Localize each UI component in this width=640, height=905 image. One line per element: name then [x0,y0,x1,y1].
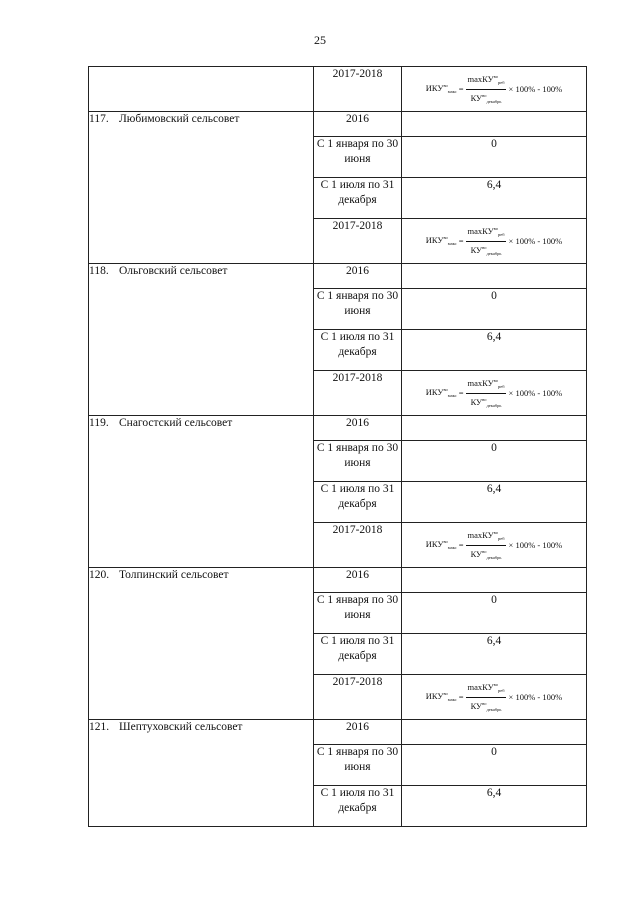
period-cell: 2017-2018 [314,675,402,720]
settlement-cell [89,720,314,827]
value-cell [402,720,587,745]
period-cell: С 1 июля по 31 декабря [314,786,402,827]
table-row [89,568,587,593]
growth-formula: $ИКУ^{во}_{макс}$ = $\frac{\max КУ^{во}_{реб}}{КУ^{во}_{декабрь}}$ × 100% - 100% [425,225,563,256]
period-cell: 2017-2018 [314,523,402,568]
value-cell: 0 [402,289,587,330]
settlement-name: Снагостский сельсовет [119,417,233,429]
value-cell: 6,4 [402,634,587,675]
period-cell: С 1 июля по 31 декабря [314,482,402,523]
table-row [89,720,587,745]
growth-formula: $ИКУ^{во}_{макс}$ = $\frac{\max КУ^{во}_{реб}}{КУ^{во}_{декабрь}}$ × 100% - 100% [425,681,563,712]
period-cell: 2016 [314,416,402,441]
tariff-table-body [89,67,587,827]
settlement-cell [89,416,314,568]
period-cell: С 1 июля по 31 декабря [314,634,402,675]
period-cell: С 1 января по 30 июня [314,745,402,786]
value-cell [402,416,587,441]
value-cell: 0 [402,593,587,634]
period-cell: С 1 января по 30 июня [314,441,402,482]
table-row [89,112,587,137]
value-cell: 0 [402,137,587,178]
formula-cell [402,67,587,112]
value-cell [402,568,587,593]
settlement-cell [89,112,314,264]
settlement-number: 121. [89,721,110,733]
period-cell: 2017-2018 [314,219,402,264]
value-cell: 6,4 [402,786,587,827]
settlement-name: Шептуховский сельсовет [119,721,243,733]
formula-cell [402,523,587,568]
formula-cell [402,675,587,720]
table-row [89,264,587,289]
settlement-cell [89,67,314,112]
value-cell [402,112,587,137]
formula-cell [402,371,587,416]
value-cell: 6,4 [402,482,587,523]
period-cell: 2016 [314,112,402,137]
period-cell: С 1 июля по 31 декабря [314,330,402,371]
period-cell: С 1 января по 30 июня [314,137,402,178]
settlement-name: Любимовский сельсовет [119,113,240,125]
settlement-number: 117. [89,113,109,125]
period-cell: С 1 июля по 31 декабря [314,178,402,219]
growth-formula: $ИКУ^{во}_{макс}$ = $\frac{\max КУ^{во}_{реб}}{КУ^{во}_{декабрь}}$ × 100% - 100% [425,377,563,408]
growth-formula: $ИКУ^{во}_{макс}$ = $\frac{\max КУ^{во}_{реб}}{КУ^{во}_{декабрь}}$ × 100% - 100% [425,73,563,104]
period-cell: С 1 января по 30 июня [314,289,402,330]
value-cell: 6,4 [402,330,587,371]
settlement-name: Ольговский сельсовет [119,265,228,277]
formula-cell [402,219,587,264]
settlement-cell [89,568,314,720]
table-row [89,416,587,441]
value-cell [402,264,587,289]
table-row [89,67,587,112]
tariff-table [88,66,587,827]
period-cell: С 1 января по 30 июня [314,593,402,634]
settlement-name: Толпинский сельсовет [119,569,229,581]
period-cell: 2016 [314,264,402,289]
period-cell: 2016 [314,568,402,593]
value-cell: 0 [402,745,587,786]
value-cell: 0 [402,441,587,482]
settlement-number: 118. [89,265,109,277]
settlement-cell [89,264,314,416]
period-cell: 2017-2018 [314,371,402,416]
period-cell: 2016 [314,720,402,745]
settlement-number: 119. [89,417,109,429]
growth-formula: $ИКУ^{во}_{макс}$ = $\frac{\max КУ^{во}_{реб}}{КУ^{во}_{декабрь}}$ × 100% - 100% [425,529,563,560]
settlement-number: 120. [89,569,110,581]
page-number: 25 [314,33,326,47]
period-cell: 2017-2018 [314,67,402,112]
value-cell: 6,4 [402,178,587,219]
